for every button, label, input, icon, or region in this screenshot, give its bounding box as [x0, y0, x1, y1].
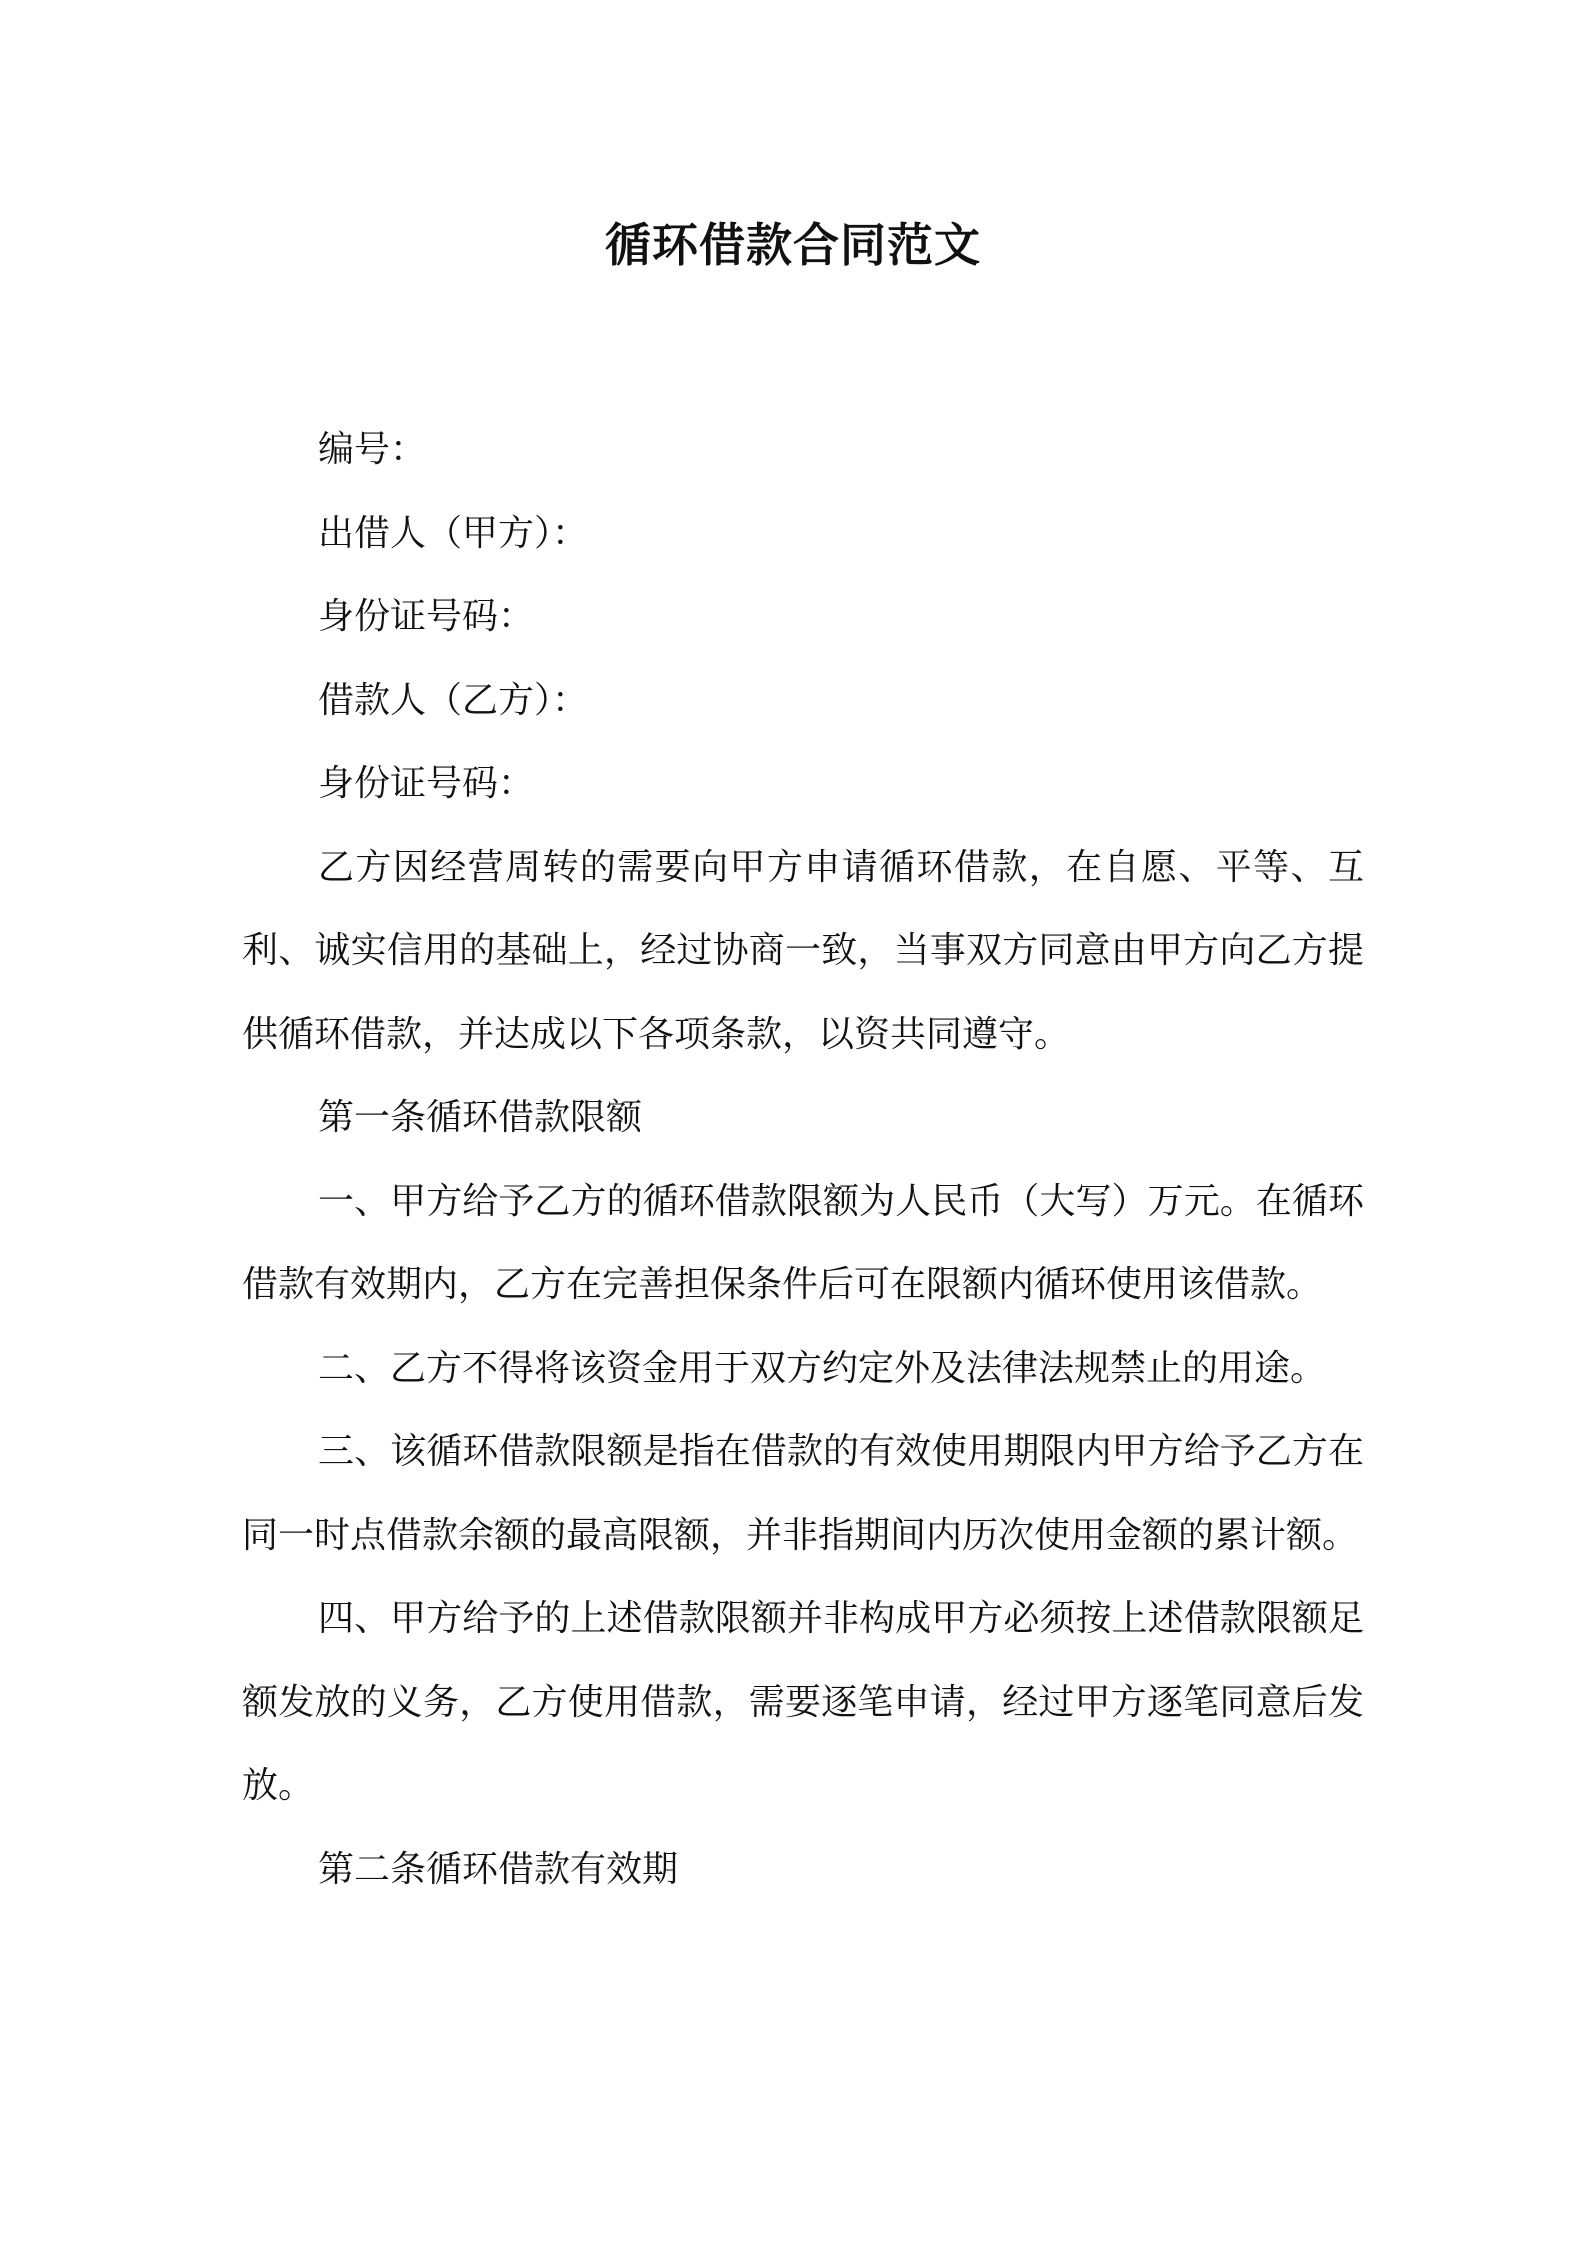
intro-paragraph: 乙方因经营周转的需要向甲方申请循环借款，在自愿、平等、互利、诚实信用的基础上，经过协商一致，当事双方同意由甲方向乙方提供循环借款，并达成以下各项条款，以资共同遵守。 — [242, 846, 1364, 1055]
field-lender: 出借人（甲方）： — [318, 512, 589, 554]
article-1-item-2: 二、乙方不得将该资金用于双方约定外及法律法规禁止的用途。 — [318, 1347, 1327, 1389]
article-1-item-1: 一、甲方给予乙方的循环借款限额为人民币（大写）万元。在循环借款有效期内，乙方在完善担保条件后可在限额内循环使用该借款。 — [242, 1180, 1364, 1305]
article-2-heading: 第二条循环借款有效期 — [318, 1848, 679, 1890]
field-borrower: 借款人（乙方）： — [318, 679, 589, 721]
article-1-heading: 第一条循环借款限额 — [318, 1097, 643, 1138]
article-1-item-3: 三、该循环借款限额是指在借款的有效使用期限内甲方给予乙方在同一时点借款余额的最高限额，并非指期间内历次使用金额的累计额。 — [242, 1431, 1364, 1556]
article-1-item-4: 四、甲方给予的上述借款限额并非构成甲方必须按上述借款限额足额发放的义务，乙方使用借款，需要逐笔申请，经过甲方逐笔同意后发放。 — [242, 1598, 1364, 1806]
document-body — [242, 408, 1364, 1911]
field-contract-number: 编号： — [318, 429, 427, 470]
field-lender-id: 身份证号码： — [318, 596, 535, 637]
document-title: 循环借款合同范文 — [605, 218, 981, 272]
field-borrower-id: 身份证号码： — [318, 763, 535, 804]
